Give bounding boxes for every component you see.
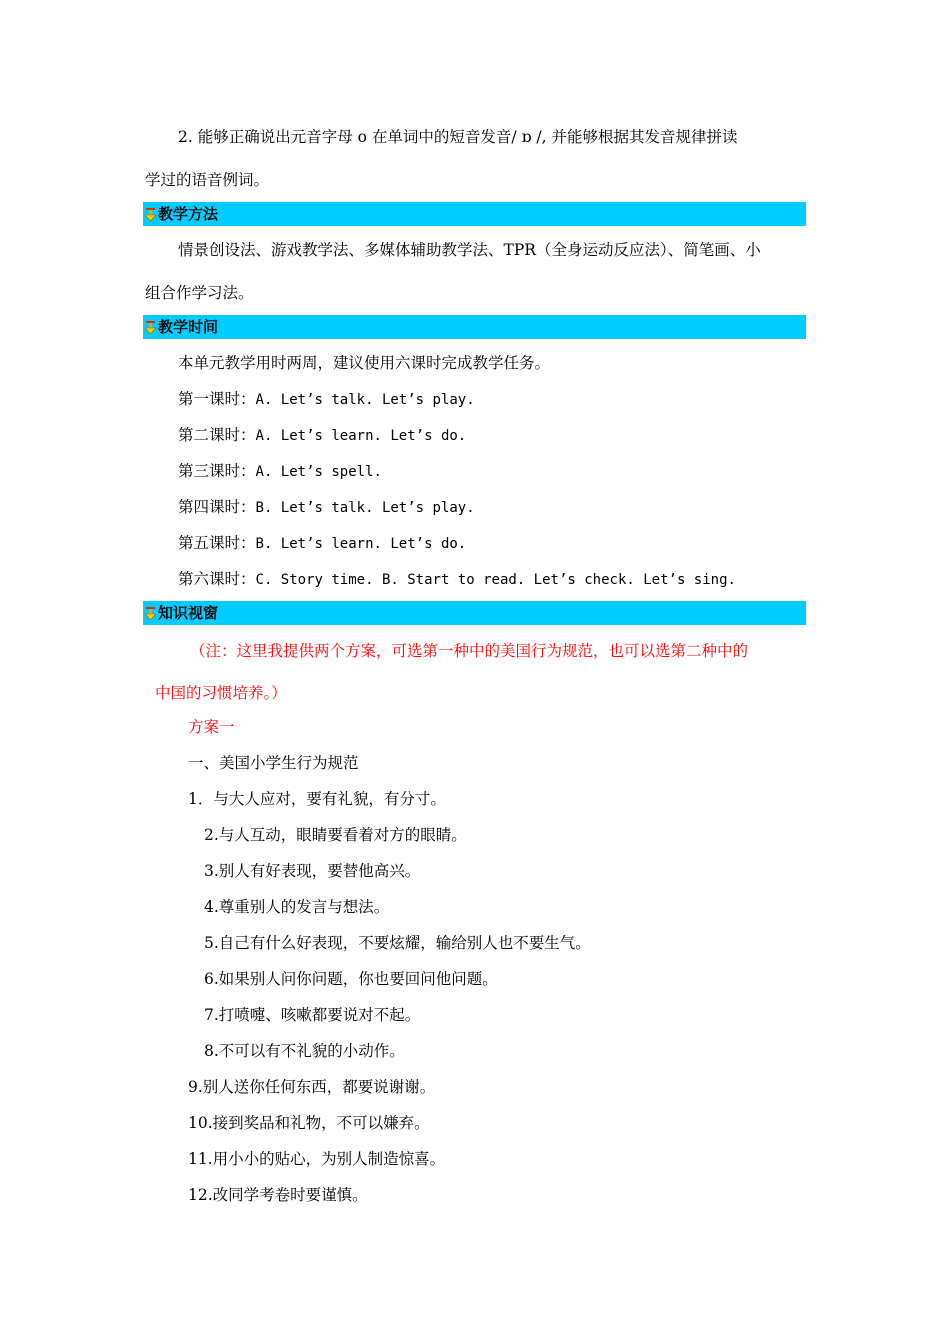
rule-item: 7.打喷嚏、咳嗽都要说对不起。 — [204, 1006, 421, 1024]
section-title-time: 教学时间 — [158, 318, 219, 336]
lesson-3-label: 第三课时： — [178, 462, 256, 480]
lesson-3-content: A. Let’s spell. — [255, 464, 382, 480]
lesson-6-content: C. Story time. B. Start to read. Let’s check. Let’s sing. — [255, 572, 736, 588]
rule-item: 12.改同学考卷时要谨慎。 — [188, 1186, 368, 1204]
down-arrow-bullet-icon — [145, 321, 156, 334]
lesson-5-content: B. Let’s learn. Let’s do. — [255, 536, 467, 552]
rule-item: 5.自己有什么好表现，不要炫耀，输给别人也不要生气。 — [204, 934, 591, 952]
lesson-5-label: 第五课时： — [178, 534, 256, 552]
rule-item: 10.接到奖品和礼物，不可以嫌弃。 — [188, 1114, 430, 1132]
objective-2-line-1: 2. 能够正确说出元音字母 o 在单词中的短音发音/ ɒ /, 并能够根据其发音规律拼读 — [178, 128, 738, 146]
lesson-5 — [178, 533, 466, 554]
rule-item: 2.与人互动，眼睛要看着对方的眼睛。 — [204, 826, 467, 844]
methods-line-2: 组合作学习法。 — [145, 284, 254, 302]
lesson-4-label: 第四课时： — [178, 498, 256, 516]
rule-item: 4.尊重别人的发言与想法。 — [204, 898, 390, 916]
lesson-4 — [178, 497, 475, 518]
lesson-1 — [178, 389, 475, 410]
down-arrow-bullet-icon — [145, 607, 156, 620]
time-summary: 本单元教学用时两周，建议使用六课时完成教学任务。 — [178, 354, 551, 372]
methods-line-1: 情景创设法、游戏教学法、多媒体辅助教学法、TPR（全身运动反应法）、简笔画、小 — [178, 241, 761, 259]
rule-item: 1．与大人应对，要有礼貌，有分寸。 — [188, 790, 446, 808]
lesson-6 — [178, 569, 736, 590]
section-title-knowledge: 知识视窗 — [158, 604, 219, 622]
lesson-1-content: A. Let’s talk. Let’s play. — [255, 392, 475, 408]
lesson-1-label: 第一课时： — [178, 390, 256, 408]
lesson-4-content: B. Let’s talk. Let’s play. — [255, 500, 475, 516]
note-line-2: 中国的习惯培养。） — [155, 684, 287, 702]
section-header-methods — [143, 202, 806, 226]
down-arrow-bullet-icon — [145, 208, 156, 221]
section-header-time — [143, 315, 806, 339]
rule-item: 6.如果别人问你问题，你也要回问他问题。 — [204, 970, 498, 988]
objective-2-line-2: 学过的语音例词。 — [145, 171, 270, 189]
rule-item: 9.别人送你任何东西，都要说谢谢。 — [188, 1078, 436, 1096]
rule-item: 3.别人有好表现，要替他高兴。 — [204, 862, 421, 880]
rule-item: 11.用小小的贴心，为别人制造惊喜。 — [188, 1150, 446, 1168]
plan-title: 方案一 — [188, 718, 235, 736]
section-title-methods: 教学方法 — [158, 205, 219, 223]
rule-item: 8.不可以有不礼貌的小动作。 — [204, 1042, 405, 1060]
lesson-2-label: 第二课时： — [178, 426, 256, 444]
lesson-2-content: A. Let’s learn. Let’s do. — [255, 428, 467, 444]
lesson-3 — [178, 461, 382, 482]
lesson-2 — [178, 425, 466, 446]
rules-heading: 一、美国小学生行为规范 — [188, 754, 359, 772]
section-header-knowledge — [143, 601, 806, 625]
note-line-1: （注：这里我提供两个方案，可选第一种中的美国行为规范，也可以选第二种中的 — [190, 642, 749, 660]
lesson-6-label: 第六课时： — [178, 570, 256, 588]
